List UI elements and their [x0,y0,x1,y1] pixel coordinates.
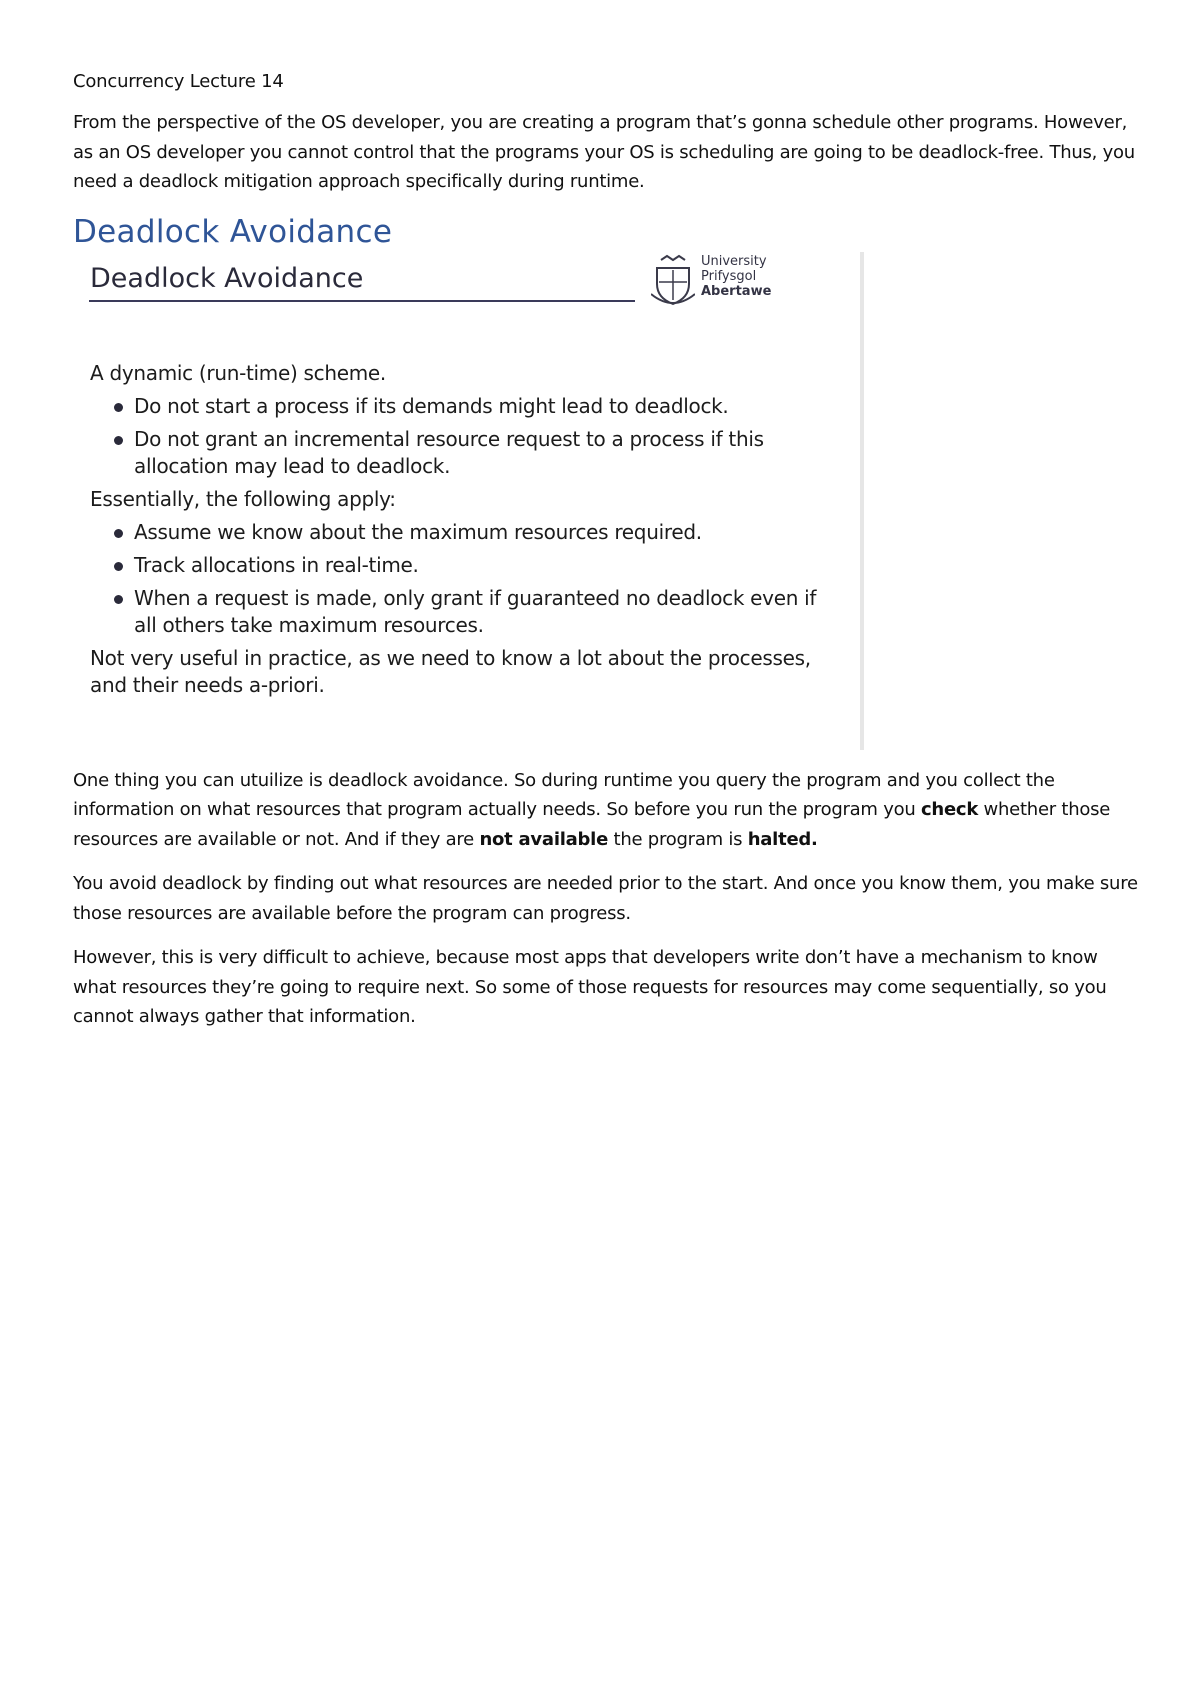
document-page [73,70,1138,1047]
prior-start-paragraph: You avoid deadlock by finding out what resources are needed prior to the start. And once you know them, you make sure those resources are available before the program can progress. [73,873,1138,924]
para1-text-3: the program is [608,828,748,850]
slide-bullet-list-1 [90,393,830,480]
slide-title-rule [89,300,635,302]
slide-bullet-text: Do not grant an incremental resource request to a process if this allocation may lead to deadlock. [134,426,764,478]
document-header: Concurrency Lecture 14 [73,71,284,92]
para1-text-1: One thing you can utuilize is deadlock avoidance. So during runtime you query the program and you collect the information on what resources that program actually needs. So before you run the program you [73,769,1055,820]
logo-line-university: University [701,253,767,269]
para1-text-2: whether those resources are available or not. And if they are [73,799,1111,850]
bullet-dot-icon [114,529,123,538]
slide-line-essentially: Essentially, the following apply: [90,486,396,511]
bullet-dot-icon [114,403,123,412]
slide-bullet [90,552,830,579]
slide-bullet-text: Do not start a process if its demands might lead to deadlock. [134,393,729,418]
slide-bullet [90,393,830,420]
university-logo-text [701,254,771,299]
intro-paragraph: From the perspective of the OS developer, you are creating a program that’s gonna schedule other programs. However, as an OS developer you cannot control that the programs your OS is scheduling are going to be deadlock-free. Thus, you need a deadlock mitigation approach specifically during runtime. [73,112,1135,192]
logo-line-prifysgol: Prifysgol [701,268,757,284]
para1-bold-halted: halted. [747,828,818,850]
slide-bullet [90,585,830,639]
bullet-dot-icon [114,595,123,604]
slide-line-practice: Not very useful in practice, as we need to know a lot about the processes, and their needs a-priori. [90,645,811,697]
slide-bullet-text: Track allocations in real-time. [134,552,419,577]
para1-bold-check: check [920,799,979,820]
university-crest-icon [651,254,695,306]
university-logo [651,252,791,312]
bullet-dot-icon [114,436,123,445]
slide-bullet-text: When a request is made, only grant if guaranteed no deadlock even if all others take maximum resources. [134,585,817,637]
bullet-dot-icon [114,562,123,571]
slide-bullet [90,519,830,546]
slide-bullet [90,426,830,480]
difficulty-paragraph: However, this is very difficult to achieve, because most apps that developers write don’t have a mechanism to know what resources they’re going to require next. So some of those requests for resources may come sequentially, so you cannot always gather that information. [73,947,1107,1027]
para1-bold-not-available: not available [479,828,609,850]
slide-line-scheme: A dynamic (run-time) scheme. [90,360,386,385]
slide-title: Deadlock Avoidance [90,262,364,294]
slide-body [90,360,830,705]
lecture-slide-image [73,252,863,750]
slide-bullet-list-2 [90,519,830,639]
slide-edge [860,252,864,750]
slide-bullet-text: Assume we know about the maximum resources required. [134,519,702,544]
logo-line-abertawe: Abertawe [701,283,772,299]
avoidance-paragraph [73,766,1138,855]
section-heading: Deadlock Avoidance [73,213,393,250]
